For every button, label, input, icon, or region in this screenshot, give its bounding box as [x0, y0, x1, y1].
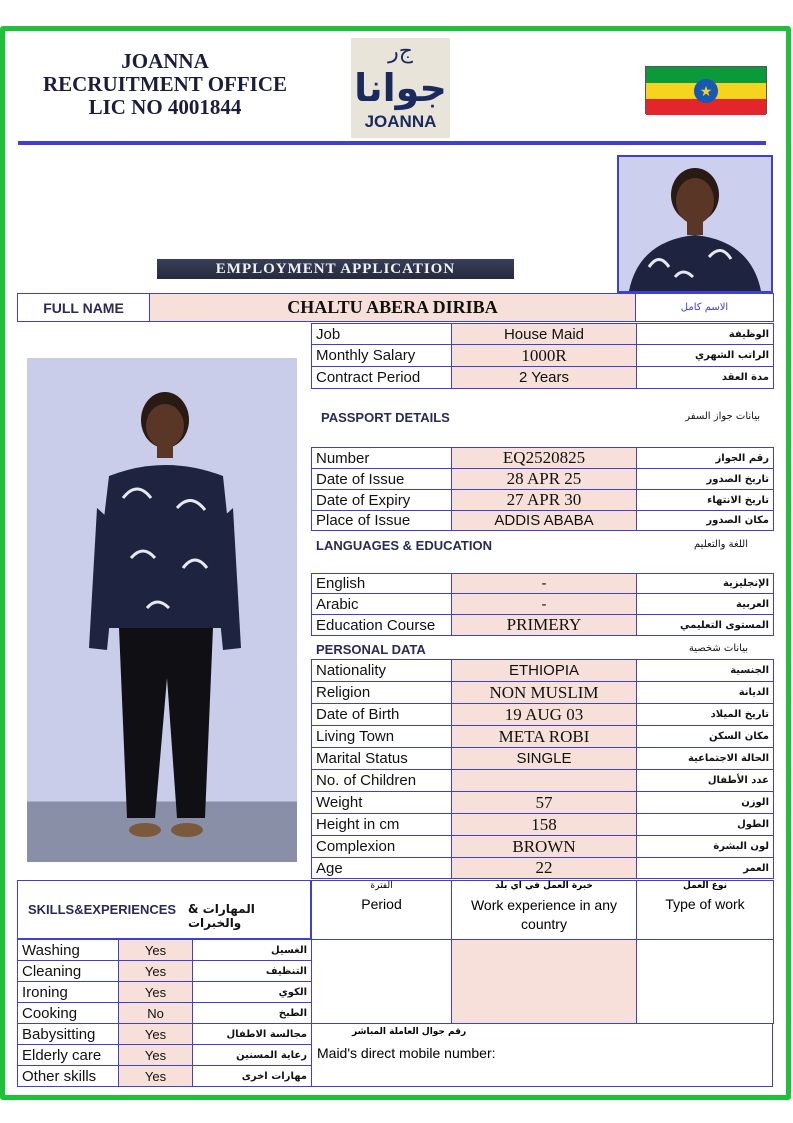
work-experience-cell — [452, 940, 637, 1024]
skills-title: SKILLS&EXPERIENCES — [28, 902, 177, 917]
skills-header — [17, 880, 311, 939]
issue-date-label: Date of Issue — [312, 469, 452, 490]
complexion-label: Complexion — [312, 836, 452, 858]
skill-cooking-value: No — [119, 1003, 193, 1024]
period-header-label: Period — [361, 896, 402, 912]
salary-row — [312, 345, 774, 367]
nationality-label: Nationality — [312, 660, 452, 682]
skill-elderly-care-label: Elderly care — [18, 1045, 119, 1066]
mobile-number-label-ar: رقم جوال العاملة المباشر — [352, 1027, 467, 1037]
education-label-ar: المستوى التعليمي — [637, 615, 774, 636]
passport-number-row — [312, 448, 774, 469]
education-value: PRIMERY — [452, 615, 637, 636]
period-header-ar: الفترة — [370, 881, 393, 891]
contract-row — [312, 367, 774, 389]
nationality-row — [312, 660, 774, 682]
passport-table — [311, 447, 774, 531]
salary-label-ar: الراتب الشهري — [637, 345, 774, 367]
arabic-label: Arabic — [312, 594, 452, 615]
skill-washing-label-ar: الغسيل — [193, 940, 312, 961]
children-label: No. of Children — [312, 770, 452, 792]
type-of-work-header-label: Type of work — [665, 896, 745, 912]
expiry-date-value: 27 APR 30 — [452, 490, 637, 511]
portrait-figure — [619, 157, 771, 291]
place-of-issue-label-ar: مكان الصدور — [637, 511, 774, 531]
english-value: - — [452, 574, 637, 594]
experience-table — [311, 880, 774, 1024]
children-row — [312, 770, 774, 792]
arabic-value: - — [452, 594, 637, 615]
contract-label: Contract Period — [312, 367, 452, 389]
height-value: 158 — [452, 814, 637, 836]
full-name-label: FULL NAME — [18, 294, 150, 322]
skill-cleaning-label-ar: التنظيف — [193, 961, 312, 982]
languages-table — [311, 573, 774, 636]
skill-row-other — [18, 1066, 312, 1087]
nationality-value: ETHIOPIA — [452, 660, 637, 682]
expiry-date-label: Date of Expiry — [312, 490, 452, 511]
expiry-date-label-ar: تاريخ الانتهاء — [637, 490, 774, 511]
place-of-issue-value: ADDIS ABABA — [452, 511, 637, 531]
personal-section-title-ar: بيانات شخصية — [688, 643, 748, 654]
skill-row-washing — [18, 940, 312, 961]
skill-cleaning-label: Cleaning — [18, 961, 119, 982]
experience-entry-row — [312, 940, 774, 1024]
contract-label-ar: مدة العقد — [637, 367, 774, 389]
period-header — [312, 881, 452, 940]
complexion-row — [312, 836, 774, 858]
birth-date-value: 19 AUG 03 — [452, 704, 637, 726]
languages-section-title-ar: اللغة والتعليم — [694, 539, 748, 550]
logo-symbol: ﺝﺭ — [388, 39, 413, 64]
skill-washing-label: Washing — [18, 940, 119, 961]
skill-ironing-label-ar: الكوي — [193, 982, 312, 1003]
issue-date-row — [312, 469, 774, 490]
office-line-1: JOANNA — [121, 49, 209, 73]
job-label-ar: الوظيفة — [637, 324, 774, 345]
skill-elderly-care-label-ar: رعاية المسنين — [193, 1045, 312, 1066]
skill-babysitting-label: Babysitting — [18, 1024, 119, 1045]
skills-title-ar: المهارات & والخبرات — [188, 902, 255, 930]
skill-ironing-label: Ironing — [18, 982, 119, 1003]
birth-date-row — [312, 704, 774, 726]
religion-label-ar: الديانة — [637, 682, 774, 704]
arabic-row — [312, 594, 774, 615]
skill-cleaning-value: Yes — [119, 961, 193, 982]
office-line-2: RECRUITMENT OFFICE — [42, 72, 288, 96]
passport-section-title-ar: بيانات جواز السفر — [685, 411, 760, 422]
office-name — [20, 50, 310, 119]
skill-babysitting-value: Yes — [119, 1024, 193, 1045]
skill-cooking-label-ar: الطبخ — [193, 1003, 312, 1024]
place-of-issue-row — [312, 511, 774, 531]
logo-english-text: JOANNA — [364, 112, 437, 131]
type-of-work-header-ar: نوع العمل — [683, 881, 727, 891]
skill-row-cleaning — [18, 961, 312, 982]
place-of-issue-label: Place of Issue — [312, 511, 452, 531]
full-name-value: CHALTU ABERA DIRIBA — [150, 294, 636, 322]
work-experience-header — [452, 881, 637, 940]
english-label: English — [312, 574, 452, 594]
job-label: Job — [312, 324, 452, 345]
birth-date-label-ar: تاريخ الميلاد — [637, 704, 774, 726]
living-town-row — [312, 726, 774, 748]
skill-other-value: Yes — [119, 1066, 193, 1087]
arabic-label-ar: العربية — [637, 594, 774, 615]
height-label: Height in cm — [312, 814, 452, 836]
full-name-table — [17, 293, 774, 322]
skill-row-babysitting — [18, 1024, 312, 1045]
skill-cooking-label: Cooking — [18, 1003, 119, 1024]
mobile-number-label: Maid's direct mobile number: — [317, 1045, 496, 1061]
full-name-label-ar: الاسم كامل — [636, 294, 774, 322]
height-label-ar: الطول — [637, 814, 774, 836]
job-table — [311, 323, 774, 389]
type-of-work-cell — [637, 940, 774, 1024]
marital-status-label-ar: الحالة الاجتماعية — [637, 748, 774, 770]
weight-label-ar: الوزن — [637, 792, 774, 814]
religion-value: NON MUSLIM — [452, 682, 637, 704]
age-value: 22 — [452, 858, 637, 879]
skill-row-cooking — [18, 1003, 312, 1024]
ethiopia-flag-icon: ★ — [645, 66, 767, 114]
personal-table — [311, 659, 774, 879]
complexion-value: BROWN — [452, 836, 637, 858]
skill-washing-value: Yes — [119, 940, 193, 961]
children-label-ar: عدد الأطفال — [637, 770, 774, 792]
experience-header-row — [312, 881, 774, 940]
skill-row-ironing — [18, 982, 312, 1003]
logo-arabic-text: جوانا — [354, 66, 447, 110]
passport-number-label: Number — [312, 448, 452, 469]
weight-value: 57 — [452, 792, 637, 814]
issue-date-value: 28 APR 25 — [452, 469, 637, 490]
license-number: LIC NO 4001844 — [88, 95, 242, 119]
header-divider — [18, 141, 766, 145]
living-town-value: META ROBI — [452, 726, 637, 748]
passport-number-label-ar: رقم الجواز — [637, 448, 774, 469]
religion-row — [312, 682, 774, 704]
skill-elderly-care-value: Yes — [119, 1045, 193, 1066]
salary-label: Monthly Salary — [312, 345, 452, 367]
job-row — [312, 324, 774, 345]
height-row — [312, 814, 774, 836]
nationality-label-ar: الجنسية — [637, 660, 774, 682]
full-body-photo — [27, 358, 297, 862]
weight-label: Weight — [312, 792, 452, 814]
skill-row-elderly-care — [18, 1045, 312, 1066]
education-label: Education Course — [312, 615, 452, 636]
mobile-number-box — [311, 1023, 773, 1087]
skill-ironing-value: Yes — [119, 982, 193, 1003]
company-logo — [351, 38, 450, 138]
skill-babysitting-label-ar: مجالسة الاطفال — [193, 1024, 312, 1045]
skills-table — [17, 939, 312, 1087]
period-cell — [312, 940, 452, 1024]
skill-other-label-ar: مهارات اخرى — [193, 1066, 312, 1087]
type-of-work-header — [637, 881, 774, 940]
personal-section-title: PERSONAL DATA — [316, 642, 426, 657]
passport-number-value: EQ2520825 — [452, 448, 637, 469]
marital-status-value: SINGLE — [452, 748, 637, 770]
living-town-label-ar: مكان السكن — [637, 726, 774, 748]
complexion-label-ar: لون البشرة — [637, 836, 774, 858]
passport-section-title: PASSPORT DETAILS — [321, 410, 450, 425]
marital-status-row — [312, 748, 774, 770]
work-experience-header-label: Work experience in any country — [470, 897, 618, 932]
english-row — [312, 574, 774, 594]
expiry-date-row — [312, 490, 774, 511]
age-row — [312, 858, 774, 879]
children-value — [452, 770, 637, 792]
salary-value: 1000R — [452, 345, 637, 367]
birth-date-label: Date of Birth — [312, 704, 452, 726]
education-row — [312, 615, 774, 636]
age-label-ar: العمر — [637, 858, 774, 879]
portrait-photo — [617, 155, 773, 293]
issue-date-label-ar: تاريخ الصدور — [637, 469, 774, 490]
marital-status-label: Marital Status — [312, 748, 452, 770]
religion-label: Religion — [312, 682, 452, 704]
living-town-label: Living Town — [312, 726, 452, 748]
work-experience-header-ar: خبرة العمل في اي بلد — [495, 881, 593, 891]
skill-other-label: Other skills — [18, 1066, 119, 1087]
full-body-figure — [27, 358, 297, 862]
weight-row — [312, 792, 774, 814]
form-title: EMPLOYMENT APPLICATION — [157, 259, 514, 279]
job-value: House Maid — [452, 324, 637, 345]
age-label: Age — [312, 858, 452, 879]
english-label-ar: الإنجليزية — [637, 574, 774, 594]
languages-section-title: LANGUAGES & EDUCATION — [316, 538, 492, 553]
contract-value: 2 Years — [452, 367, 637, 389]
